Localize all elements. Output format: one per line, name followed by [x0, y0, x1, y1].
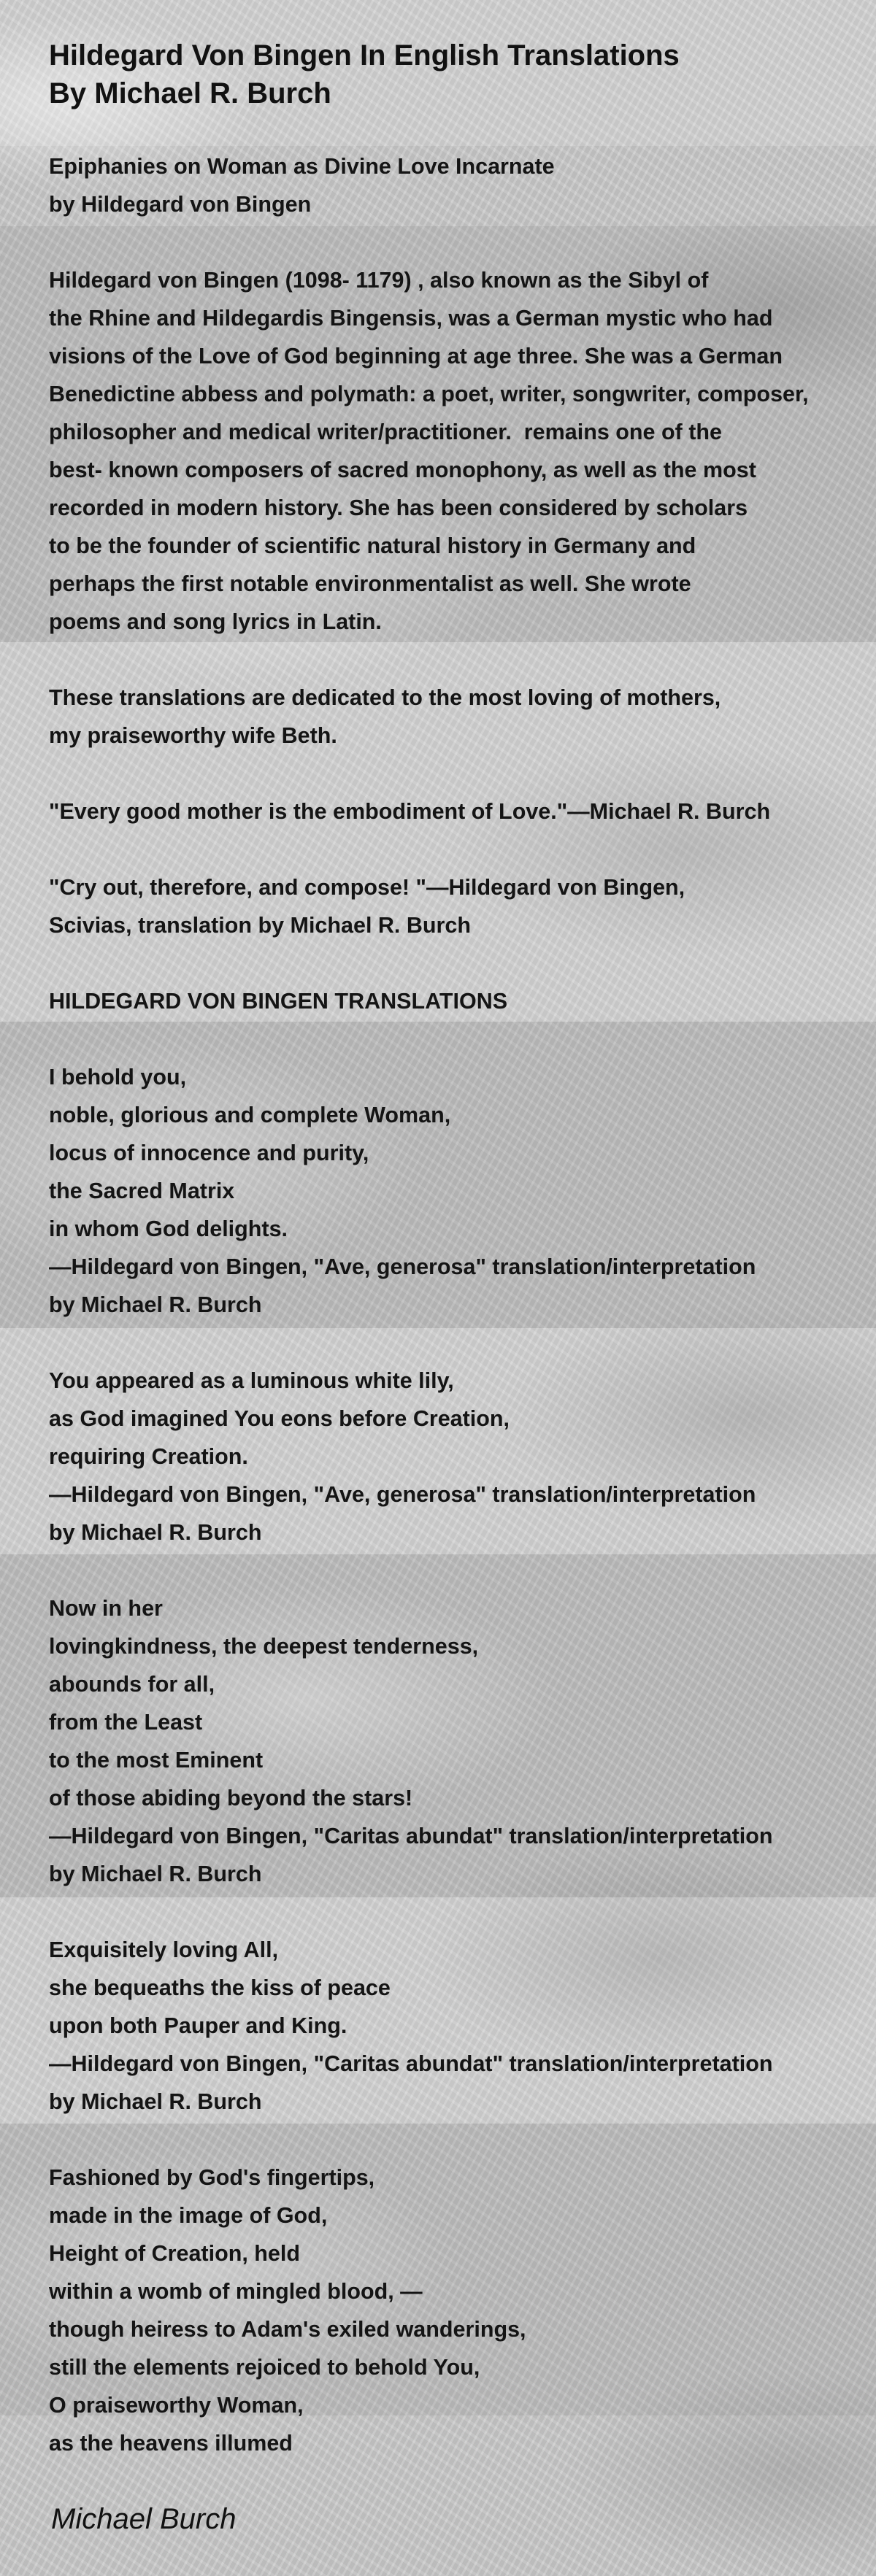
stanza-break — [49, 2121, 867, 2159]
stanza — [49, 261, 867, 641]
stanza-break — [49, 830, 867, 868]
poem-line: best- known composers of sacred monophony, as well as the most — [49, 458, 756, 482]
poem-title-line-2: By Michael R. Burch — [49, 77, 331, 109]
poem-line: philosopher and medical writer/practitioner. remains one of the — [49, 420, 722, 444]
poem-line: Hildegard von Bingen (1098- 1179) , also known as the Sibyl of — [49, 268, 709, 293]
poem-line: Now in her — [49, 1596, 163, 1621]
poem-line: the Rhine and Hildegardis Bingensis, was a German mystic who had — [49, 306, 773, 331]
poem-line: requiring Creation. — [49, 1444, 248, 1469]
poem-title — [49, 36, 837, 112]
poem-line: by Michael R. Burch — [49, 1520, 262, 1545]
stanza — [49, 147, 867, 223]
stanza-break — [49, 1324, 867, 1362]
stanza — [49, 2159, 867, 2462]
poem-line: by Hildegard von Bingen — [49, 192, 312, 217]
poem-line: though heiress to Adam's exiled wanderings, — [49, 2317, 526, 2342]
poem-line: Height of Creation, held — [49, 2241, 300, 2266]
poem-line: upon both Pauper and King. — [49, 2013, 347, 2038]
stanza-break — [49, 944, 867, 982]
poem-line: locus of innocence and purity, — [49, 1141, 369, 1165]
stanza — [49, 793, 867, 830]
poem-line: "Cry out, therefore, and compose! "—Hildegard von Bingen, — [49, 875, 685, 900]
poem-line: to the most Eminent — [49, 1748, 264, 1773]
stanza — [49, 982, 867, 1020]
poem-line: These translations are dedicated to the most loving of mothers, — [49, 685, 721, 710]
poem-line: the Sacred Matrix — [49, 1179, 235, 1203]
poem-line: I behold you, — [49, 1065, 187, 1090]
poem-line: —Hildegard von Bingen, "Ave, generosa" translation/interpretation — [49, 1482, 756, 1507]
poem-line: Benedictine abbess and polymath: a poet, writer, songwriter, composer, — [49, 382, 809, 406]
poem-line: —Hildegard von Bingen, "Caritas abundat" translation/interpretation — [49, 2051, 773, 2076]
poem-line: —Hildegard von Bingen, "Caritas abundat" translation/interpretation — [49, 1824, 773, 1848]
poem-line: —Hildegard von Bingen, "Ave, generosa" translation/interpretation — [49, 1254, 756, 1279]
poem-line: by Michael R. Burch — [49, 1862, 262, 1886]
poem-line: my praiseworthy wife Beth. — [49, 723, 337, 748]
stanza — [49, 868, 867, 944]
poem-line: "Every good mother is the embodiment of Love."—Michael R. Burch — [49, 799, 771, 824]
poem-line: Scivias, translation by Michael R. Burch — [49, 913, 471, 938]
poem-line: recorded in modern history. She has been considered by scholars — [49, 495, 748, 520]
poem-line: abounds for all, — [49, 1672, 215, 1697]
stanza-break — [49, 1551, 867, 1589]
poem-line: O praiseworthy Woman, — [49, 2393, 304, 2418]
stanza-break — [49, 223, 867, 261]
stanza-break — [49, 1893, 867, 1931]
stanza — [49, 1058, 867, 1324]
stanza-break — [49, 1020, 867, 1058]
poem-line: made in the image of God, — [49, 2203, 328, 2228]
poem-line: HILDEGARD VON BINGEN TRANSLATIONS — [49, 989, 508, 1014]
stanza — [49, 1589, 867, 1893]
poem-line: as the heavens illumed — [49, 2431, 293, 2456]
poem-title-line-1: Hildegard Von Bingen In English Translations — [49, 39, 680, 72]
poem-line: lovingkindness, the deepest tenderness, — [49, 1634, 479, 1659]
poem-line: perhaps the first notable environmentalist as well. She wrote — [49, 571, 691, 596]
poem-line: still the elements rejoiced to behold You, — [49, 2355, 480, 2380]
stanza-break — [49, 641, 867, 679]
poem-line: visions of the Love of God beginning at age three. She was a German — [49, 344, 783, 369]
stanza — [49, 679, 867, 755]
poem-line: from the Least — [49, 1710, 203, 1735]
poem-line: she bequeaths the kiss of peace — [49, 1975, 391, 2000]
poem-line: within a womb of mingled blood, — — [49, 2279, 423, 2304]
poem-line: by Michael R. Burch — [49, 1292, 262, 1317]
poem-line: You appeared as a luminous white lily, — [49, 1368, 454, 1393]
poem-line: poems and song lyrics in Latin. — [49, 609, 382, 634]
poem-line: of those abiding beyond the stars! — [49, 1786, 413, 1810]
poem-line: in whom God delights. — [49, 1216, 288, 1241]
poem-line: noble, glorious and complete Woman, — [49, 1103, 451, 1127]
author-signature: Michael Burch — [51, 2503, 237, 2535]
poem-line: Epiphanies on Woman as Divine Love Incarnate — [49, 154, 555, 179]
poem-line: by Michael R. Burch — [49, 2089, 262, 2114]
stanza — [49, 1362, 867, 1551]
stanza — [49, 1931, 867, 2121]
poem-line: to be the founder of scientific natural history in Germany and — [49, 533, 696, 558]
poem-line: Exquisitely loving All, — [49, 1937, 279, 1962]
poem-line: as God imagined You eons before Creation, — [49, 1406, 510, 1431]
poem-line: Fashioned by God's fingertips, — [49, 2165, 375, 2190]
poem-body — [49, 147, 867, 2462]
stanza-break — [49, 755, 867, 793]
